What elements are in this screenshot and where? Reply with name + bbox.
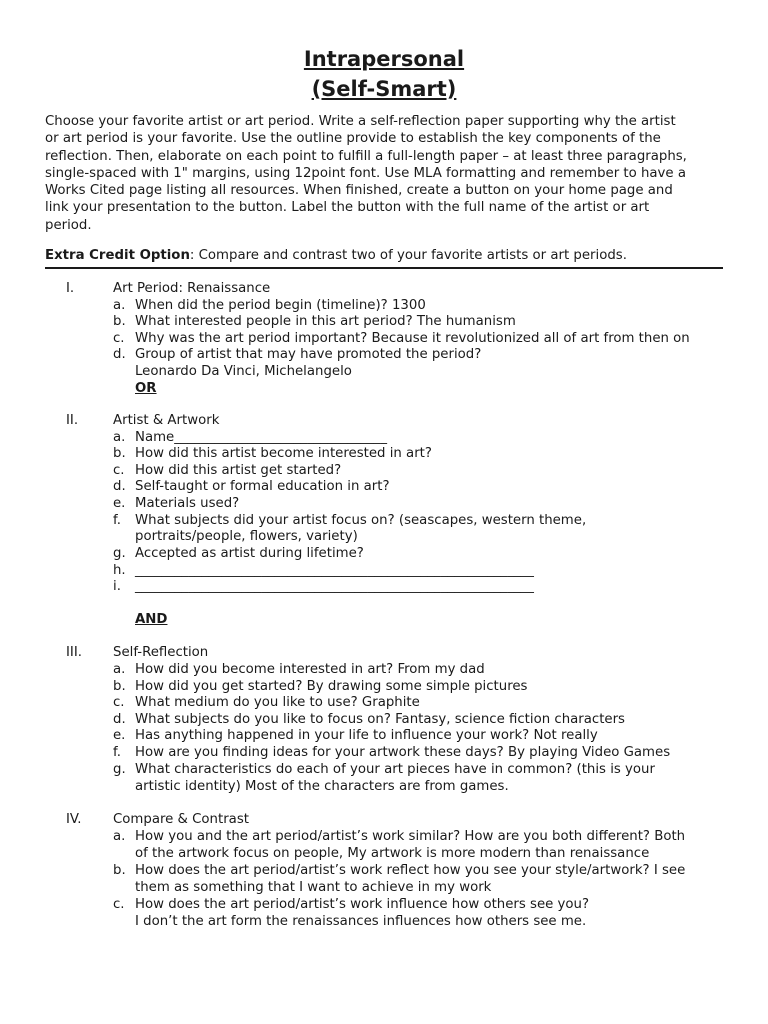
item-text: Why was the art period important? Because it revolutionized all of art from then on <box>135 331 690 346</box>
page-title: Intrapersonal <box>303 47 465 71</box>
intro-line: single-spaced with 1" margins, using 12point font. Use MLA formatting and remember to have a <box>45 165 686 181</box>
item-letter: d. <box>113 347 126 362</box>
item-continuation: Leonardo Da Vinci, Michelangelo <box>135 364 352 379</box>
item-continuation: of the artwork focus on people, My artwork is more modern than renaissance <box>135 846 650 861</box>
intro-line: period. <box>45 217 92 233</box>
item-continuation: artistic identity) Most of the characters are from games. <box>135 779 509 794</box>
section-heading: Compare & Contrast <box>113 812 249 827</box>
item-letter: d. <box>113 479 126 494</box>
section-heading: Artist & Artwork <box>113 413 220 428</box>
item-text: How you and the art period/artist’s work similar? How are you both different? Both <box>135 829 686 844</box>
item-text: Materials used? <box>135 496 240 511</box>
item-continuation: portraits/people, flowers, variety) <box>135 529 358 544</box>
section-numeral: III. <box>66 645 82 660</box>
item-text: Self-taught or formal education in art? <box>135 479 390 494</box>
extra-credit-text: : Compare and contrast two of your favorite artists or art periods. <box>189 248 627 263</box>
item-letter: f. <box>113 745 121 760</box>
item-letter: e. <box>113 496 126 511</box>
item-text: How did this artist get started? <box>135 463 342 478</box>
item-letter: i. <box>113 579 121 594</box>
item-letter: c. <box>113 331 125 346</box>
intro-line: Choose your favorite artist or art period. Write a self-reflection paper supporting why the artist <box>45 114 676 129</box>
section-heading: Self-Reflection <box>113 645 209 660</box>
item-text: What medium do you like to use? Graphite <box>135 695 420 710</box>
item-letter: h. <box>113 563 126 578</box>
item-continuation: I don’t the art form the renaissances influences how others see me. <box>135 914 587 929</box>
item-letter: e. <box>113 728 126 743</box>
item-letter: g. <box>113 762 126 777</box>
item-letter: a. <box>113 298 126 313</box>
item-continuation: them as something that I want to achieve in my work <box>135 880 492 895</box>
item-letter: c. <box>113 897 125 912</box>
item-text: What subjects do you like to focus on? Fantasy, science fiction characters <box>135 712 625 727</box>
item-text: Group of artist that may have promoted the period? <box>135 347 482 362</box>
blank-answer-line: ____________________________________________________________ <box>135 579 534 594</box>
section-numeral: IV. <box>66 812 82 827</box>
item-text: What subjects did your artist focus on? (seascapes, western theme, <box>135 513 587 528</box>
item-letter: c. <box>113 463 125 478</box>
item-text: What interested people in this art period? The humanism <box>135 314 516 329</box>
item-letter: a. <box>113 662 126 677</box>
connector-and: AND <box>135 612 168 627</box>
item-text: When did the period begin (timeline)? 1300 <box>135 298 426 313</box>
item-text: Name________________________________ <box>135 430 387 445</box>
extra-credit-label: Extra Credit Option <box>45 248 190 263</box>
item-letter: f. <box>113 513 121 528</box>
extra-credit-line <box>45 247 627 265</box>
item-text: How does the art period/artist’s work reflect how you see your style/artwork? I see <box>135 863 686 878</box>
item-letter: a. <box>113 430 126 445</box>
item-letter: b. <box>113 679 126 694</box>
intro-line: or art period is your favorite. Use the outline provide to establish the key components of the <box>45 131 661 147</box>
intro-line: reflection. Then, elaborate on each point to fulfill a full-length paper – at least three paragraphs, <box>45 148 687 164</box>
item-letter: c. <box>113 695 125 710</box>
page-subtitle: (Self-Smart) <box>311 77 457 101</box>
connector-or: OR <box>135 381 157 396</box>
item-text: Has anything happened in your life to influence your work? Not really <box>135 728 598 743</box>
item-text: How did this artist become interested in art? <box>135 446 432 461</box>
section-numeral: I. <box>66 281 75 296</box>
blank-answer-line: ____________________________________________________________ <box>135 563 534 578</box>
instructions-paragraph <box>45 113 725 234</box>
item-text: How does the art period/artist’s work influence how others see you? <box>135 897 590 912</box>
item-text: Accepted as artist during lifetime? <box>135 546 364 561</box>
divider-rule <box>45 267 723 269</box>
section-heading: Art Period: Renaissance <box>113 281 271 296</box>
item-text: How did you become interested in art? From my dad <box>135 662 485 677</box>
intro-line: Works Cited page listing all resources. When finished, create a button on your home page and <box>45 183 673 199</box>
item-letter: b. <box>113 446 126 461</box>
item-letter: b. <box>113 314 126 329</box>
section-numeral: II. <box>66 413 79 428</box>
item-letter: g. <box>113 546 126 561</box>
item-text: How are you finding ideas for your artwork these days? By playing Video Games <box>135 745 671 760</box>
item-letter: a. <box>113 829 126 844</box>
item-text: How did you get started? By drawing some simple pictures <box>135 679 528 694</box>
intro-line: link your presentation to the button. Label the button with the full name of the artist or art <box>45 200 650 216</box>
item-text: What characteristics do each of your art pieces have in common? (this is your <box>135 762 655 777</box>
item-letter: b. <box>113 863 126 878</box>
item-letter: d. <box>113 712 126 727</box>
